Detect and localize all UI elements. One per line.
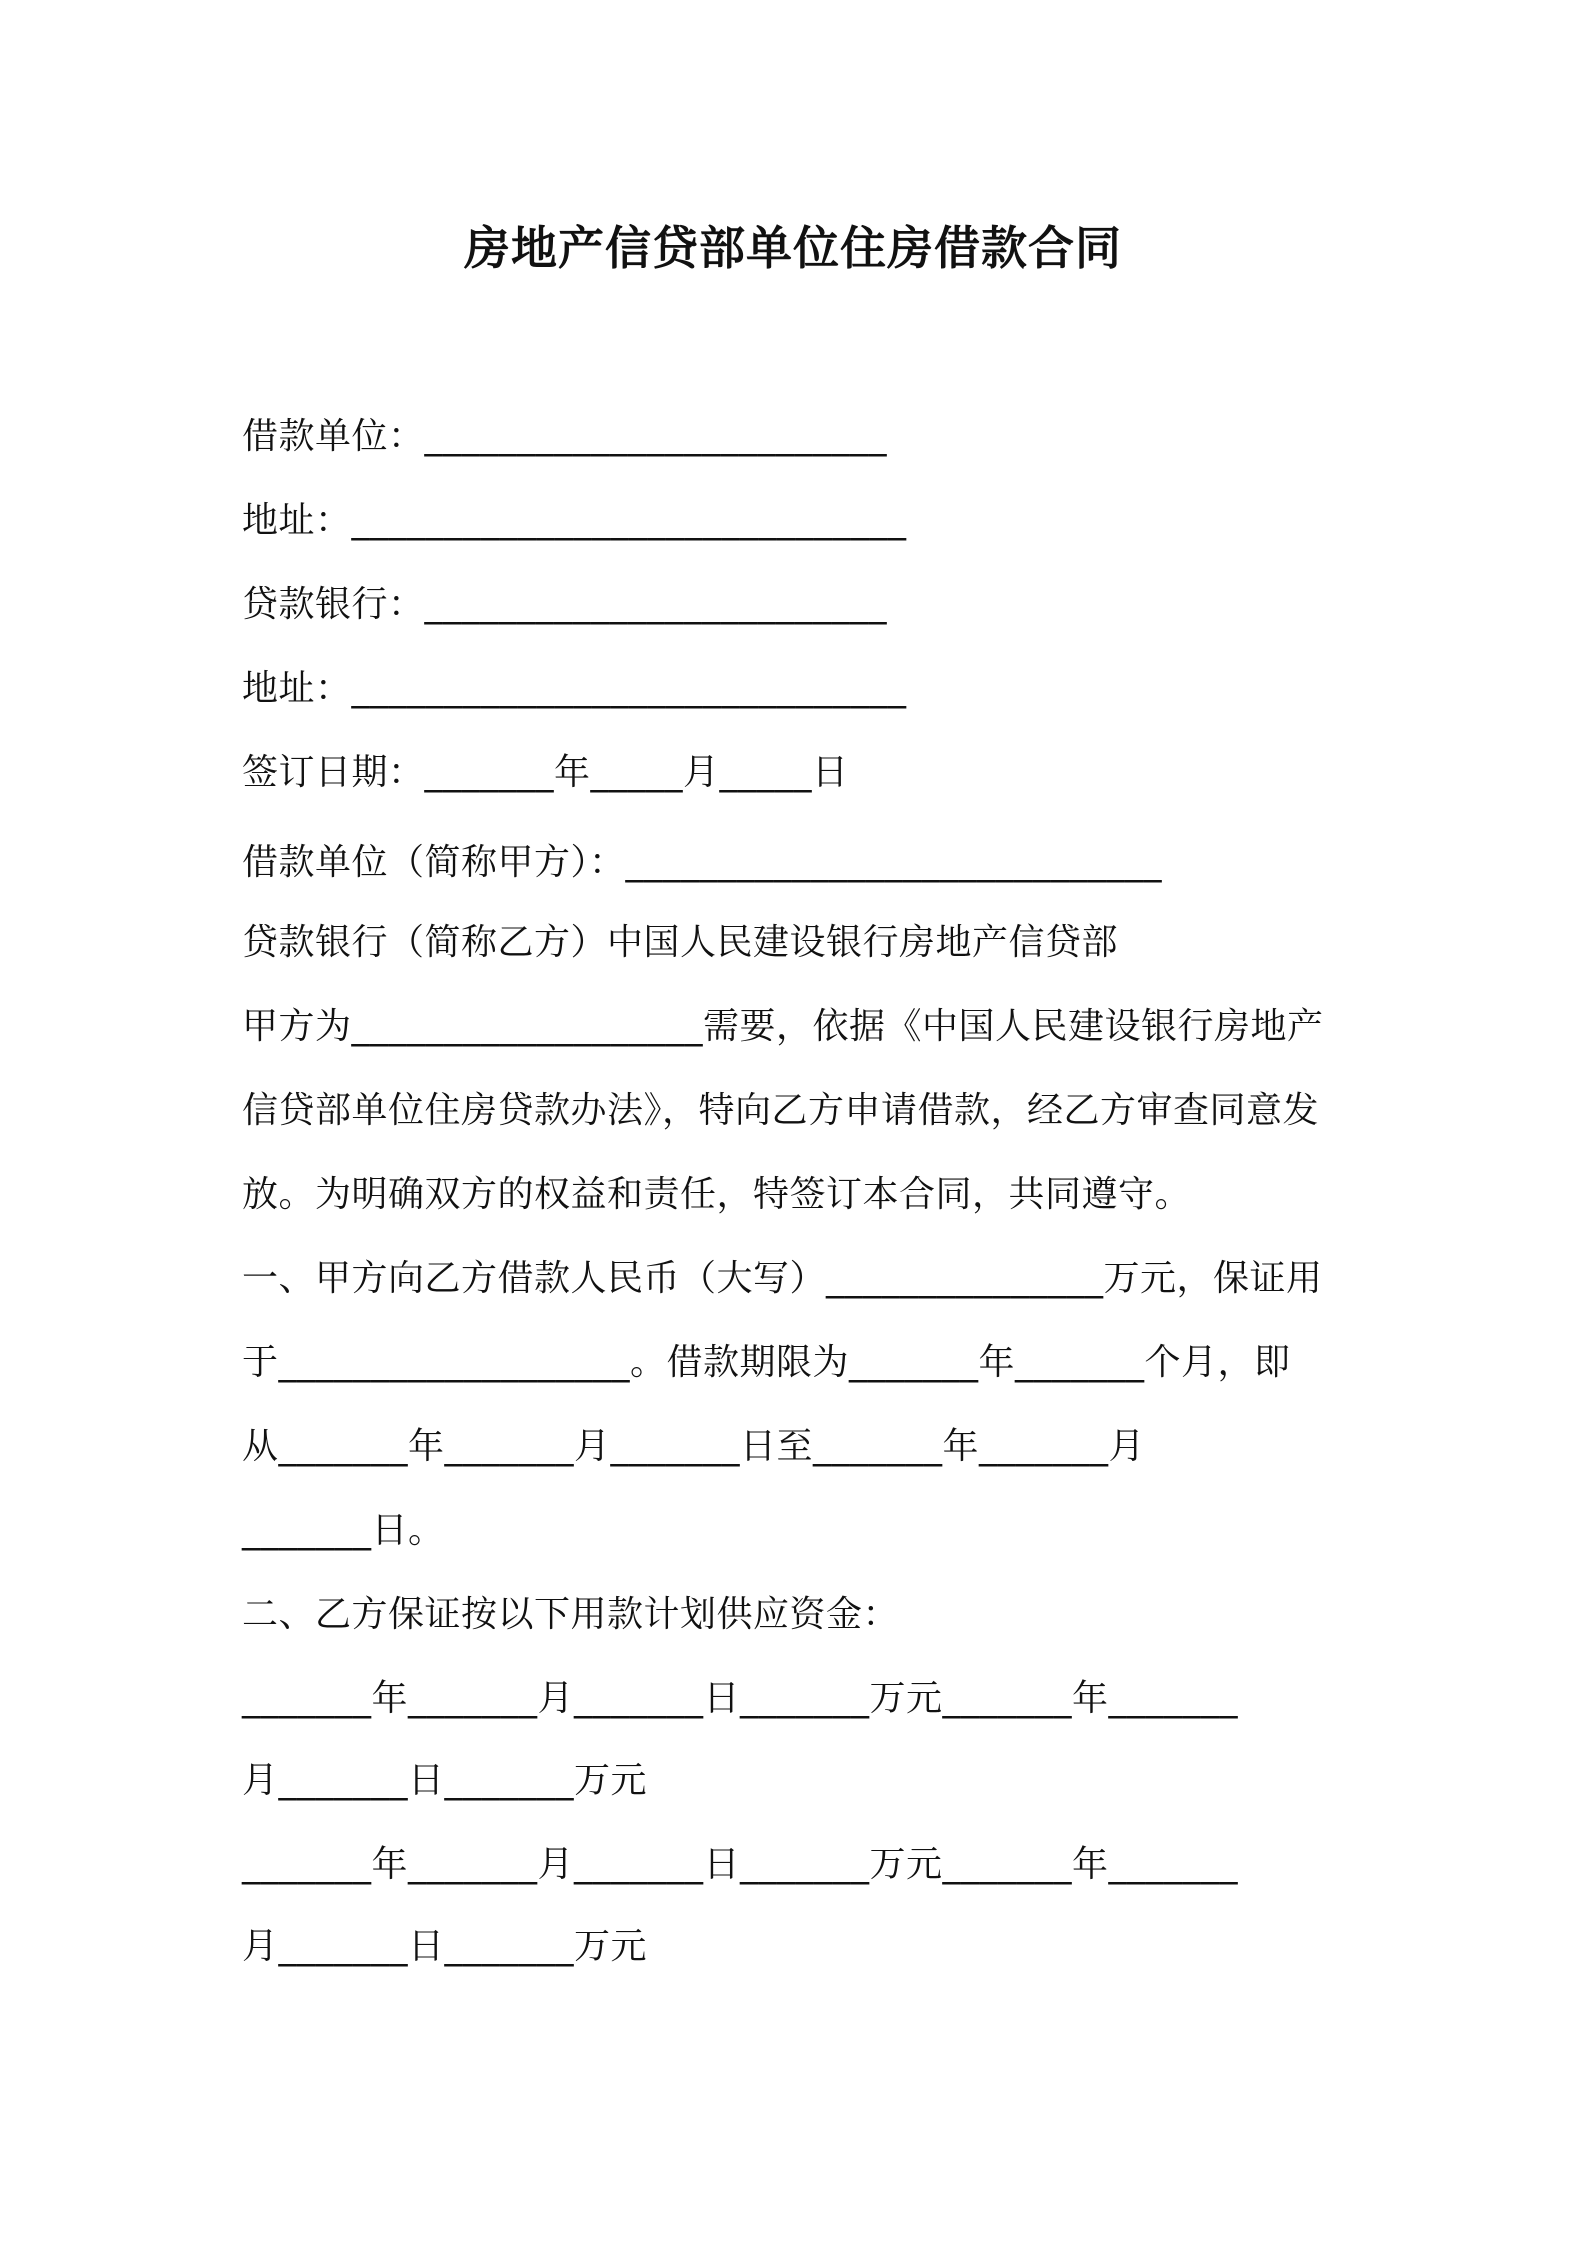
paragraph-line: 甲方为___________________需要，依据《中国人民建设银行房地产 xyxy=(242,1006,1324,1047)
clause-one-line: _______日。 xyxy=(242,1510,445,1551)
party-b-line: 贷款银行（简称乙方）中国人民建设银行房地产信贷部 xyxy=(242,922,1119,963)
clause-two-line: 二、乙方保证按以下用款计划供应资金： xyxy=(242,1594,900,1635)
lending-bank-line: 贷款银行：_________________________ xyxy=(242,584,888,625)
schedule-line: 月_______日_______万元 xyxy=(242,1760,648,1801)
paragraph-line: 放。为明确双方的权益和责任，特签订本合同，共同遵守。 xyxy=(242,1174,1192,1215)
clause-one-line: 于___________________。借款期限为_______年_______个月，即 xyxy=(242,1342,1291,1383)
borrower-address-line: 地址：______________________________ xyxy=(242,500,907,541)
clause-one-line: 一、甲方向乙方借款人民币（大写）_______________万元，保证用 xyxy=(242,1258,1323,1299)
clause-one-line: 从_______年_______月_______日至_______年_______月 xyxy=(242,1426,1146,1467)
bank-address-line: 地址：______________________________ xyxy=(242,668,907,709)
document-title: 房地产信贷部单位住房借款合同 xyxy=(464,221,1122,275)
schedule-line: 月_______日_______万元 xyxy=(242,1926,648,1967)
paragraph-line: 信贷部单位住房贷款办法》，特向乙方申请借款，经乙方审查同意发 xyxy=(242,1090,1320,1131)
borrower-unit-line: 借款单位：_________________________ xyxy=(242,416,888,457)
schedule-line: _______年_______月_______日_______万元_______年_______ xyxy=(242,1844,1238,1885)
schedule-line: _______年_______月_______日_______万元_______年_______ xyxy=(242,1678,1238,1719)
party-a-line: 借款单位（简称甲方）：_____________________________ xyxy=(242,842,1163,883)
signing-date-line: 签订日期：_______年_____月_____日 xyxy=(242,752,849,793)
